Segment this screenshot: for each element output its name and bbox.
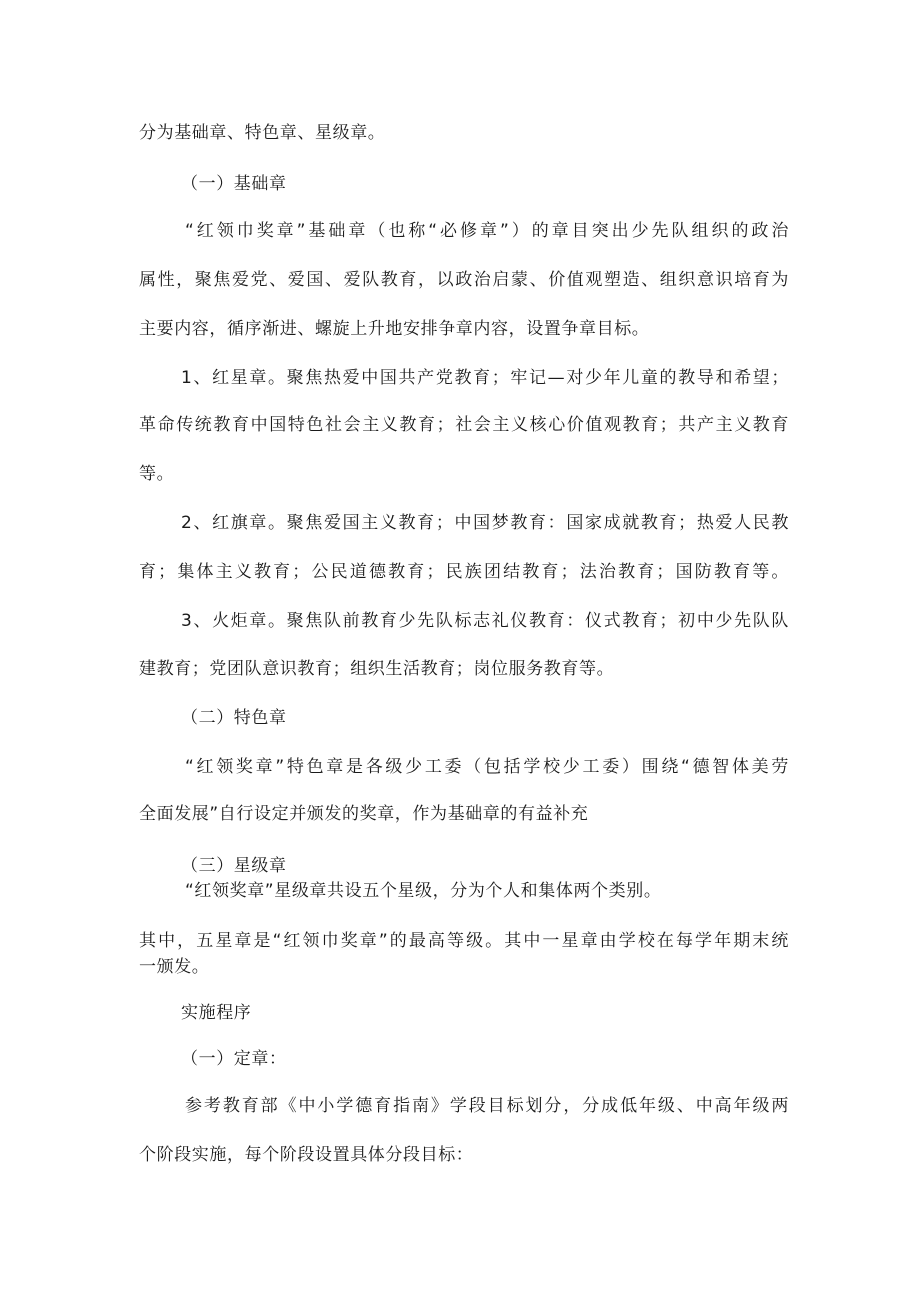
text-line: 分为基础章、特色章、星级章。 [139, 123, 386, 143]
text-line: 主要内容，循序渐进、螺旋上升地安排争章内容，设置争章目标。 [139, 319, 650, 339]
text-line: 革命传统教育中国特色社会主义教育；社会主义核心价值观教育；共产主义教育 [139, 415, 789, 435]
text-line: 1、红星章。聚焦热爱中国共产党教育；牢记—对少年儿童的教导和希望； [181, 368, 789, 388]
section-heading: （二）特色章 [181, 708, 287, 728]
text-line: 其中，五星章是“红领巾奖章”的最高等级。其中一星章由学校在每学年期末统 [139, 931, 789, 951]
text-line: 全面发展”自行设定并颁发的奖章，作为基础章的有益补充 [139, 804, 589, 824]
text-line: 个阶段实施，每个阶段设置具体分段目标： [139, 1145, 474, 1165]
section-heading: 实施程序 [181, 1003, 252, 1023]
text-line: “红领巾奖章”基础章（也称“必修章”）的章目突出少先队组织的政治 [185, 221, 789, 241]
text-line: “红领奖章”星级章共设五个星级，分为个人和集体两个类别。 [185, 881, 662, 901]
text-line: 育；集体主义教育；公民道德教育；民族团结教育；法治教育；国防教育等。 [139, 562, 789, 582]
text-line: 属性，聚焦爱党、爱国、爱队教育，以政治启蒙、价值观塑造、组织意识培育为 [139, 270, 789, 290]
section-heading: （一）定章： [181, 1049, 287, 1069]
text-line: 一颁发。 [139, 957, 210, 977]
text-line: 2、红旗章。聚焦爱国主义教育；中国梦教育：国家成就教育；热爱人民教 [181, 513, 789, 533]
text-line: 等。 [139, 464, 175, 484]
section-heading: （一）基础章 [181, 174, 287, 194]
section-heading: （三）星级章 [181, 856, 287, 876]
text-line: 3、火炬章。聚焦队前教育少先队标志礼仪教育：仪式教育；初中少先队队 [181, 611, 789, 631]
text-line: “红领奖章”特色章是各级少工委（包括学校少工委）围绕“德智体美劳 [185, 757, 789, 777]
text-line: 参考教育部《中小学德育指南》学段目标划分，分成低年级、中高年级两 [185, 1096, 789, 1116]
text-line: 建教育；党团队意识教育；组织生活教育；岗位服务教育等。 [139, 659, 615, 679]
